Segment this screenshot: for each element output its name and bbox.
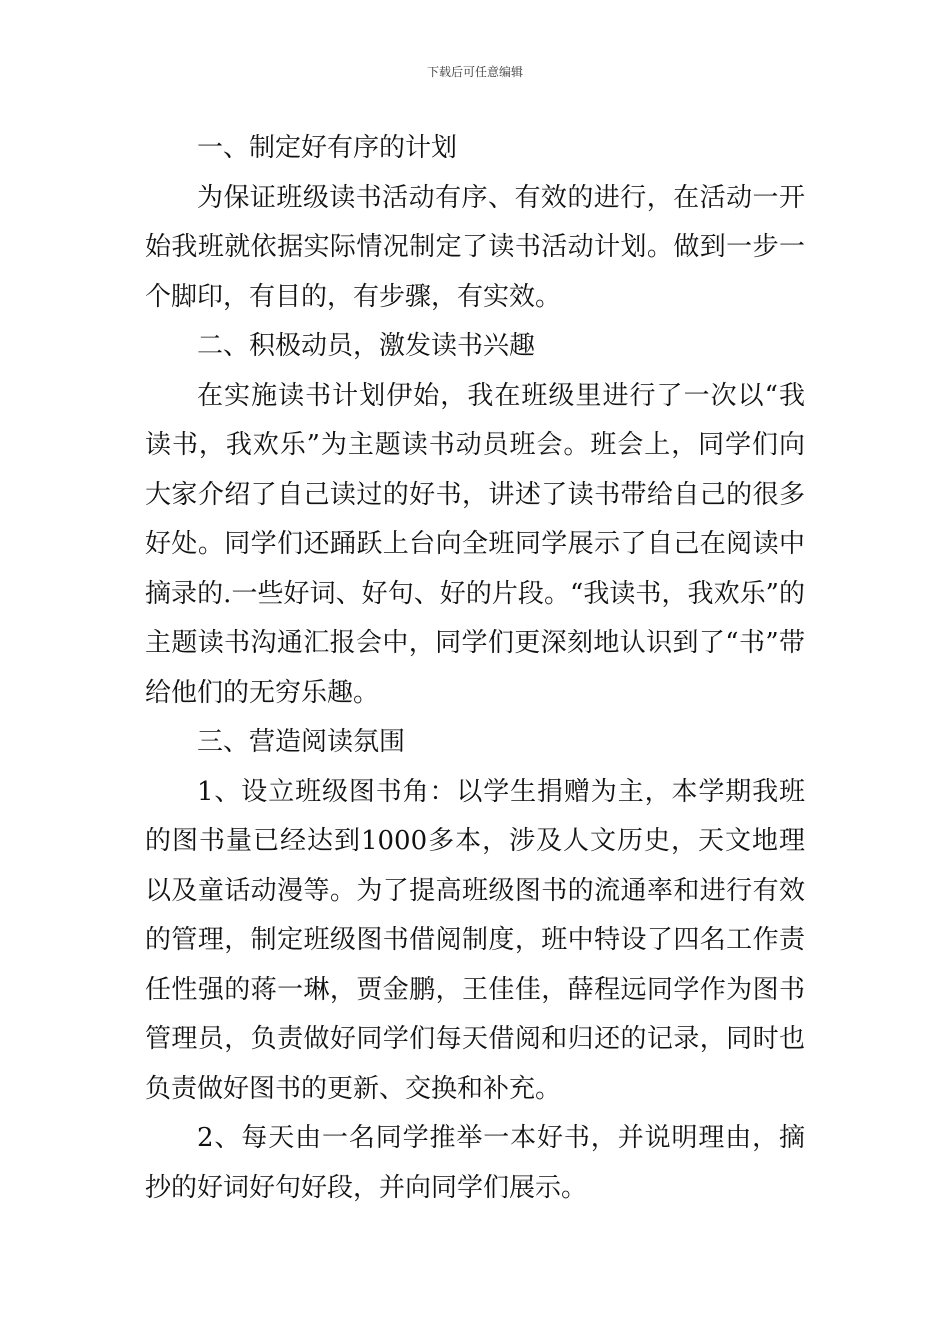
section-heading-atmosphere: 三、营造阅读氛围 — [197, 727, 406, 757]
paragraph-book-corner: 1、设立班级图书角：以学生捐赠为主，本学期我班的图书量已经达到1000多本，涉及人文历史，天文地理以及童话动漫等。为了提高班级图书的流通率和进行有效的管理，制定班级图书借阅制度，班中特设了四名工作责任性强的蒋一琳，贾金鹏，王佳佳，薛程远同学作为图书管理员，负责做好同学们每天借阅和归还的记录，同时也负责做好图书的更新、交换和补充。 — [145, 776, 805, 1104]
paragraph-plan: 为保证班级读书活动有序、有效的进行，在活动一开始我班就依据实际情况制定了读书活动计划。做到一步一个脚印，有目的，有步骤，有实效。 — [145, 182, 805, 312]
page-header: 下载后可任意编辑 — [426, 65, 523, 79]
section-heading-mobilize: 二、积极动员，激发读书兴趣 — [197, 331, 536, 361]
section-heading-plan: 一、制定好有序的计划 — [197, 133, 458, 163]
paragraph-daily-recommend: 2、每天由一名同学推举一本好书，并说明理由，摘抄的好词好句好段，并向同学们展示。 — [145, 1123, 805, 1203]
paragraph-mobilize: 在实施读书计划伊始，我在班级里进行了一次以“我读书，我欢乐”为主题读书动员班会。班会上，同学们向大家介绍了自己读过的好书，讲述了读书带给自己的很多好处。同学们还踊跃上台向全班同学展示了自己在阅读中摘录的.一些好词、好句、好的片段。“我读书，我欢乐”的主题读书沟通汇报会中，同学们更深刻地认识到了“书”带给他们的无穷乐趣。 — [145, 380, 805, 708]
document-body — [145, 124, 805, 1213]
